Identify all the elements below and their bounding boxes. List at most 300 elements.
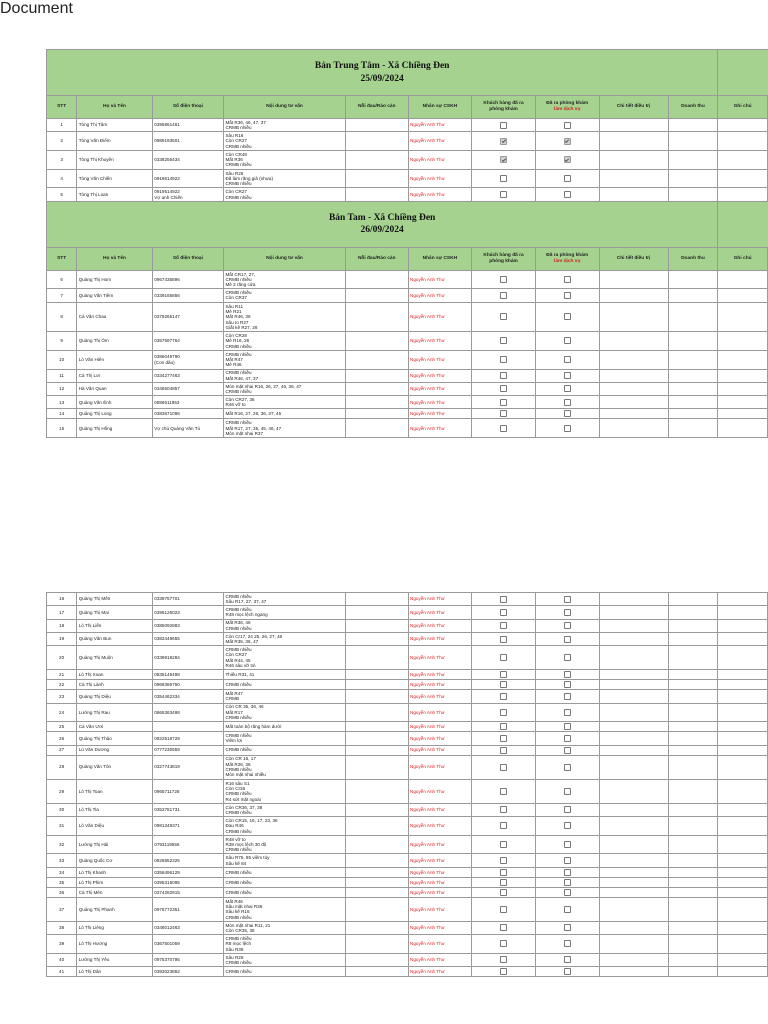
cell-name: Quàng Quốc Cơ [77, 854, 153, 867]
cell-content: R48 vỡ to R38 mọc lệch 30 độ CRMB nhiều [224, 835, 346, 854]
visited-checkbox[interactable] [500, 175, 507, 182]
cell-detail [599, 953, 668, 966]
service-checkbox[interactable] [564, 968, 571, 975]
cell-detail [599, 835, 668, 854]
cell-service-done [535, 690, 599, 703]
visited-checkbox[interactable] [500, 968, 507, 975]
cell-phone: 0356496129 [152, 867, 223, 877]
service-checkbox[interactable] [564, 940, 571, 947]
visited-checkbox[interactable] [500, 425, 507, 432]
cell-name: Lò Thị Liêng [77, 921, 153, 934]
visited-checkbox[interactable] [500, 681, 507, 688]
cell-service-done [535, 755, 599, 779]
service-checkbox[interactable] [564, 671, 571, 678]
visited-checkbox[interactable] [500, 788, 507, 795]
register-table-2 [46, 592, 768, 977]
visited-checkbox[interactable] [500, 337, 507, 344]
cell-detail [599, 877, 668, 887]
cell-customer-visited [472, 396, 536, 409]
cell-detail [599, 755, 668, 779]
visited-checkbox[interactable] [500, 313, 507, 320]
service-checkbox[interactable] [564, 122, 571, 129]
cell-note [718, 935, 768, 954]
cell-staff: Nguyễn Anh Thư [408, 745, 472, 755]
cell-pain [345, 755, 408, 779]
service-checkbox[interactable] [564, 924, 571, 931]
cell-content: Còn CR15, 16, 17, 23, 36 Đau R46 CRMB nhiều [224, 817, 346, 836]
service-checkbox[interactable] [564, 841, 571, 848]
service-checkbox[interactable] [564, 764, 571, 771]
service-checkbox[interactable] [564, 292, 571, 299]
visited-checkbox[interactable] [500, 385, 507, 392]
cell-note [718, 396, 768, 409]
service-checkbox[interactable] [564, 622, 571, 629]
cell-staff: Nguyễn Anh Thư [408, 732, 472, 745]
cell-detail [599, 350, 668, 369]
visited-checkbox[interactable] [500, 609, 507, 616]
cell-service-done [535, 745, 599, 755]
table-row [47, 132, 768, 151]
cell-service-done [535, 703, 599, 722]
cell-name: Lường Thị Hải [77, 835, 153, 854]
cell-phone: 0386049790 (Con dâu) [152, 350, 223, 369]
table-row [47, 119, 768, 132]
service-checkbox[interactable] [564, 596, 571, 603]
service-checkbox[interactable] [564, 735, 571, 742]
cell-customer-visited [472, 632, 536, 645]
header-staff: Nhân sự CSKH [408, 96, 472, 119]
cell-customer-visited [472, 817, 536, 836]
cell-content: Còn CR48 Mất R36 CRMB nhiều [223, 150, 345, 169]
cell-phone: 0968386750 [152, 680, 223, 690]
cell-name: Cà Thị Mên [77, 887, 153, 897]
cell-content: CRMB nhiều Mất R17, 27, 35, 45, 46, 47 Mòn mặt nhai R37 [223, 419, 345, 438]
service-checkbox[interactable] [564, 906, 571, 913]
cell-detail [599, 289, 668, 302]
cell-pain [345, 722, 408, 732]
service-checkbox[interactable] [564, 138, 571, 145]
cell-note [718, 817, 768, 836]
cell-phone: 0835148498 [152, 670, 223, 680]
header-revenue: Doanh thu [668, 247, 718, 270]
cell-staff: Nguyễn Anh Thư [408, 897, 472, 921]
cell-stt: 26 [47, 732, 77, 745]
sheet-page-2 [46, 592, 722, 977]
cell-detail [599, 703, 668, 722]
cell-customer-visited [472, 419, 536, 438]
cell-content: Thiếu R31, 41 [224, 670, 346, 680]
cell-content: Còn CR 35, 36, 46 Mất R17 CRMB nhiều [224, 703, 346, 722]
cell-stt: 7 [47, 289, 77, 302]
service-checkbox[interactable] [564, 313, 571, 320]
cell-revenue [668, 690, 718, 703]
cell-customer-visited [472, 188, 536, 201]
cell-detail [599, 132, 668, 151]
cell-staff: Nguyễn Anh Thư [408, 396, 472, 409]
cell-pain [345, 302, 408, 332]
visited-checkbox[interactable] [500, 138, 507, 145]
cell-pain [345, 132, 408, 151]
cell-pain [345, 188, 408, 201]
visited-checkbox[interactable] [500, 841, 507, 848]
visited-checkbox[interactable] [500, 671, 507, 678]
cell-stt: 1 [47, 119, 77, 132]
cell-customer-visited [472, 732, 536, 745]
cell-name: Quàng Thị Diệu [77, 690, 153, 703]
cell-note [718, 877, 768, 887]
cell-service-done [535, 289, 599, 302]
cell-phone: 0989193501 [152, 132, 223, 151]
cell-name: Hà Văn Quan [77, 382, 153, 395]
cell-customer-visited [472, 935, 536, 954]
header-kh-line2: phòng khám [489, 107, 518, 112]
cell-name: Quàng Thị Phanh [77, 897, 153, 921]
service-checkbox[interactable] [564, 372, 571, 379]
cell-name: Quàng Thị Hom [77, 270, 153, 289]
cell-detail [599, 382, 668, 395]
cell-pain [345, 887, 408, 897]
cell-stt: 37 [47, 897, 77, 921]
cell-stt: 41 [47, 967, 77, 977]
header-dr-line1: Đã ra phòng khám [546, 101, 589, 107]
sheet-title-row [47, 50, 768, 96]
cell-staff: Nguyễn Anh Thư [408, 369, 472, 382]
cell-revenue [668, 755, 718, 779]
cell-customer-visited [472, 690, 536, 703]
service-checkbox[interactable] [564, 788, 571, 795]
table-row [47, 680, 768, 690]
cell-content: Còn CR 16, 17 Mất R26, 36 CRMB nhiều Mòn mặt nhai nhiều [224, 755, 346, 779]
service-checkbox[interactable] [564, 806, 571, 813]
cell-revenue [668, 854, 718, 867]
cell-stt: 39 [47, 935, 77, 954]
cell-name: Tòng Văn Điểm [77, 132, 153, 151]
cell-name: Quàng Văn Tôn [77, 755, 153, 779]
cell-content: Mất R16, 27, 26, 36, 37, 45 [223, 409, 345, 419]
sheet-page-1 [46, 49, 752, 438]
cell-note [718, 632, 768, 645]
cell-service-done [535, 302, 599, 332]
visited-checkbox[interactable] [500, 735, 507, 742]
cell-pain [345, 396, 408, 409]
service-checkbox[interactable] [564, 889, 571, 896]
cell-name: Tòng Văn Chiến [77, 169, 153, 188]
cell-stt: 28 [47, 755, 77, 779]
title-side-cell [718, 201, 768, 247]
table-row [47, 953, 768, 966]
cell-staff: Nguyễn Anh Thư [408, 419, 472, 438]
service-checkbox[interactable] [564, 156, 571, 163]
cell-phone: 0967435896 [152, 270, 223, 289]
visited-checkbox[interactable] [500, 764, 507, 771]
cell-note [718, 779, 768, 803]
visited-checkbox[interactable] [500, 879, 507, 886]
visited-checkbox[interactable] [500, 596, 507, 603]
visited-checkbox[interactable] [500, 156, 507, 163]
cell-service-done [535, 835, 599, 854]
service-checkbox[interactable] [564, 276, 571, 283]
cell-phone: 0828852325 [152, 854, 223, 867]
cell-pain [345, 150, 408, 169]
visited-checkbox[interactable] [500, 372, 507, 379]
header-content: Nội dung tư vấn [223, 247, 345, 270]
visited-checkbox[interactable] [500, 889, 507, 896]
service-checkbox[interactable] [564, 654, 571, 661]
cell-staff: Nguyễn Anh Thư [408, 967, 472, 977]
visited-checkbox[interactable] [500, 654, 507, 661]
cell-pain [345, 270, 408, 289]
cell-service-done [535, 270, 599, 289]
table-row [47, 150, 768, 169]
cell-revenue [668, 132, 718, 151]
header-detail: Chi tiết điều trị [599, 96, 668, 119]
cell-service-done [535, 382, 599, 395]
cell-phone: 0395861461 [152, 119, 223, 132]
service-checkbox[interactable] [564, 385, 571, 392]
cell-staff: Nguyễn Anh Thư [408, 382, 472, 395]
visited-checkbox[interactable] [500, 857, 507, 864]
cell-customer-visited [472, 409, 536, 419]
cell-pain [345, 119, 408, 132]
cell-note [718, 188, 768, 201]
cell-note [718, 350, 768, 369]
table-row [47, 755, 768, 779]
cell-phone: 0777230559 [152, 745, 223, 755]
cell-stt: 38 [47, 921, 77, 934]
visited-checkbox[interactable] [500, 410, 507, 417]
visited-checkbox[interactable] [500, 399, 507, 406]
table-row [47, 877, 768, 887]
cell-content: CRMB nhiều [224, 967, 346, 977]
visited-checkbox[interactable] [500, 747, 507, 754]
service-checkbox[interactable] [564, 609, 571, 616]
service-checkbox[interactable] [564, 869, 571, 876]
cell-name: Cà Thị Lành [77, 680, 153, 690]
table-row [47, 732, 768, 745]
cell-stt: 17 [47, 606, 77, 619]
cell-pain [345, 169, 408, 188]
cell-note [718, 690, 768, 703]
cell-pain [345, 619, 408, 632]
cell-stt: 15 [47, 419, 77, 438]
cell-staff: Nguyễn Anh Thư [408, 606, 472, 619]
cell-content: Sâu R75, 85 viêm tủy Sâu kẽ 84 [224, 854, 346, 867]
visited-checkbox[interactable] [500, 122, 507, 129]
cell-stt: 21 [47, 670, 77, 680]
service-checkbox[interactable] [564, 191, 571, 198]
visited-checkbox[interactable] [500, 806, 507, 813]
service-checkbox[interactable] [564, 723, 571, 730]
service-checkbox[interactable] [564, 636, 571, 643]
cell-customer-visited [472, 897, 536, 921]
cell-staff: Nguyễn Anh Thư [408, 935, 472, 954]
cell-staff: Nguyễn Anh Thư [408, 755, 472, 779]
service-checkbox[interactable] [564, 709, 571, 716]
visited-checkbox[interactable] [500, 636, 507, 643]
visited-checkbox[interactable] [500, 940, 507, 947]
cell-staff: Nguyễn Anh Thư [408, 409, 472, 419]
cell-customer-visited [472, 887, 536, 897]
visited-checkbox[interactable] [500, 869, 507, 876]
service-checkbox[interactable] [564, 693, 571, 700]
cell-detail [599, 722, 668, 732]
cell-service-done [535, 803, 599, 816]
cell-detail [599, 867, 668, 877]
cell-customer-visited [472, 270, 536, 289]
table-row [47, 745, 768, 755]
cell-name: Quàng Thị Thảo [77, 732, 153, 745]
service-checkbox[interactable] [564, 857, 571, 864]
cell-stt: 40 [47, 953, 77, 966]
cell-note [718, 953, 768, 966]
header-customer-visited [472, 247, 536, 270]
visited-checkbox[interactable] [500, 292, 507, 299]
table-row [47, 632, 768, 645]
table-row [47, 670, 768, 680]
cell-service-done [535, 877, 599, 887]
cell-phone: 0379265147 [152, 302, 223, 332]
service-checkbox[interactable] [564, 879, 571, 886]
cell-staff: Nguyễn Anh Thư [408, 332, 472, 351]
cell-detail [599, 150, 668, 169]
cell-service-done [535, 169, 599, 188]
cell-customer-visited [472, 302, 536, 332]
visited-checkbox[interactable] [500, 906, 507, 913]
cell-revenue [668, 369, 718, 382]
cell-content: CRMB nhiều Mất R46, 47, 37 [223, 369, 345, 382]
cell-pain [345, 921, 408, 934]
visited-checkbox[interactable] [500, 924, 507, 931]
cell-pain [345, 854, 408, 867]
service-checkbox[interactable] [564, 175, 571, 182]
cell-pain [345, 332, 408, 351]
service-checkbox[interactable] [564, 399, 571, 406]
cell-stt: 32 [47, 835, 77, 854]
cell-revenue [668, 593, 718, 606]
table-row [47, 921, 768, 934]
cell-pain [345, 419, 408, 438]
cell-note [718, 409, 768, 419]
cell-name: Lò Thị Khanh [77, 867, 153, 877]
visited-checkbox[interactable] [500, 276, 507, 283]
service-checkbox[interactable] [564, 822, 571, 829]
cell-customer-visited [472, 150, 536, 169]
cell-pain [345, 953, 408, 966]
cell-detail [599, 119, 668, 132]
visited-checkbox[interactable] [500, 693, 507, 700]
cell-customer-visited [472, 854, 536, 867]
visited-checkbox[interactable] [500, 709, 507, 716]
service-checkbox[interactable] [564, 410, 571, 417]
cell-pain [345, 409, 408, 419]
cell-stt: 36 [47, 887, 77, 897]
cell-note [718, 302, 768, 332]
header-name: Họ và Tên [77, 96, 153, 119]
cell-revenue [668, 887, 718, 897]
cell-customer-visited [472, 369, 536, 382]
cell-service-done [535, 150, 599, 169]
cell-pain [345, 877, 408, 887]
cell-stt: 35 [47, 877, 77, 887]
table-row [47, 302, 768, 332]
cell-pain [345, 935, 408, 954]
visited-checkbox[interactable] [500, 622, 507, 629]
cell-pain [345, 670, 408, 680]
service-checkbox[interactable] [564, 747, 571, 754]
cell-detail [599, 169, 668, 188]
header-kh-line1: Khách hàng đã ra [483, 101, 524, 107]
table-row [47, 409, 768, 419]
cell-service-done [535, 887, 599, 897]
cell-stt: 23 [47, 690, 77, 703]
cell-note [718, 967, 768, 977]
cell-revenue [668, 867, 718, 877]
cell-service-done [535, 350, 599, 369]
cell-note [718, 593, 768, 606]
cell-name: Lò Thị Phim [77, 877, 153, 887]
cell-customer-visited [472, 779, 536, 803]
cell-name: Quàng Thị Ôm [77, 332, 153, 351]
header-service-done [535, 247, 599, 270]
cell-stt: 29 [47, 779, 77, 803]
cell-stt: 27 [47, 745, 77, 755]
table-row [47, 817, 768, 836]
cell-detail [599, 670, 668, 680]
header-staff: Nhân sự CSKH [408, 247, 472, 270]
cell-stt: 34 [47, 867, 77, 877]
service-checkbox[interactable] [564, 681, 571, 688]
service-checkbox[interactable] [564, 337, 571, 344]
table-row [47, 722, 768, 732]
cell-detail [599, 270, 668, 289]
visited-checkbox[interactable] [500, 822, 507, 829]
table-row [47, 835, 768, 854]
cell-note [718, 119, 768, 132]
cell-staff: Nguyễn Anh Thư [408, 302, 472, 332]
cell-pain [345, 690, 408, 703]
cell-note [718, 745, 768, 755]
service-checkbox[interactable] [564, 425, 571, 432]
cell-name: Lù Văn Dương [77, 745, 153, 755]
cell-staff: Nguyễn Anh Thư [408, 854, 472, 867]
visited-checkbox[interactable] [500, 191, 507, 198]
cell-detail [599, 745, 668, 755]
cell-name: Lò Thị Hương [77, 935, 153, 954]
service-checkbox[interactable] [564, 956, 571, 963]
cell-pain [345, 732, 408, 745]
cell-phone: 0339918284 [152, 646, 223, 670]
cell-customer-visited [472, 867, 536, 877]
cell-name: Quàng Thị Mến [77, 593, 153, 606]
cell-stt: 14 [47, 409, 77, 419]
cell-service-done [535, 779, 599, 803]
cell-revenue [668, 169, 718, 188]
visited-checkbox[interactable] [500, 356, 507, 363]
cell-customer-visited [472, 332, 536, 351]
cell-detail [599, 967, 668, 977]
cell-staff: Nguyễn Anh Thư [408, 779, 472, 803]
header-pain: Nỗi đau/Rào cản [345, 96, 408, 119]
visited-checkbox[interactable] [500, 956, 507, 963]
cell-content: Sâu R16 Còn CR27 CRMB nhiều [223, 132, 345, 151]
cell-phone: 0339757701 [152, 593, 223, 606]
visited-checkbox[interactable] [500, 723, 507, 730]
sheet-title-location: Bản Tam - Xã Chiềng Đen [328, 212, 436, 223]
cell-content: Còn Cr17, 24 25, 26, 27, 46 Mất R35, 36, 47 [224, 632, 346, 645]
cell-detail [599, 302, 668, 332]
service-checkbox[interactable] [564, 356, 571, 363]
cell-name: Tòng Thị Tâm [77, 119, 153, 132]
